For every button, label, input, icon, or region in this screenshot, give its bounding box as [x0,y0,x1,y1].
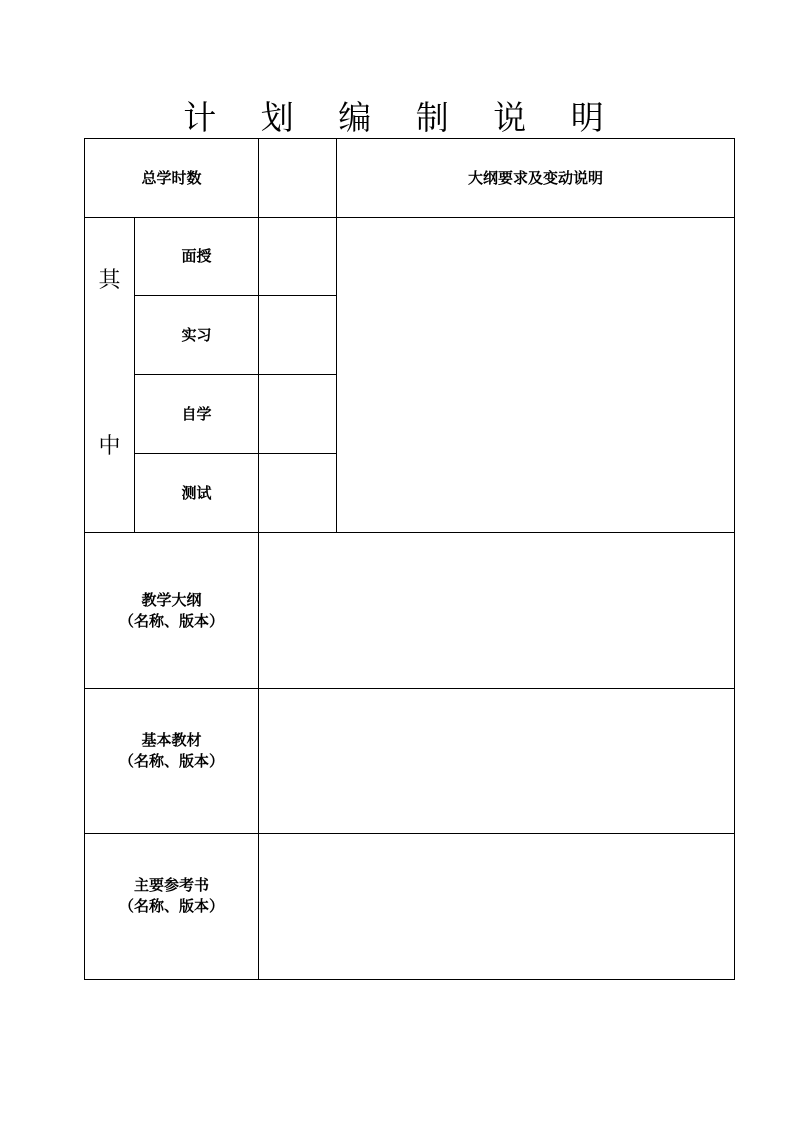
section-label: 教学大纲 [141,590,202,609]
page-title: 计 划 编 制 说 明 [183,98,621,137]
breakdown-item-label: 自学 [135,375,259,454]
section-label-cell [85,533,259,689]
section-label: 基本教材 [141,731,202,749]
section-row [85,689,735,834]
outline-requirements-content-cell[interactable] [337,218,735,533]
breakdown-item-label: 测试 [135,454,259,533]
breakdown-group-label [85,218,135,533]
breakdown-item-value-cell[interactable] [259,375,337,454]
total-hours-label: 总学时数 [85,139,259,218]
section-content-cell[interactable] [259,689,735,834]
section-label: 主要参考书 [134,876,210,894]
breakdown-item-value-cell[interactable] [259,454,337,533]
plan-table [84,138,735,980]
breakdown-group-label-bottom: 中 [98,434,121,459]
breakdown-item-value-cell[interactable] [259,218,337,296]
total-hours-value-cell[interactable] [259,139,337,218]
breakdown-group-label-top: 其 [98,268,121,293]
outline-requirements-label: 大纲要求及变动说明 [337,139,735,218]
breakdown-row [85,218,735,296]
section-row [85,834,735,980]
header-row [85,139,735,218]
section-row [85,533,735,689]
section-content-cell[interactable] [259,834,735,980]
section-sublabel: （名称、版本） [119,611,225,630]
section-sublabel: （名称、版本） [119,897,225,915]
breakdown-item-label: 面授 [135,218,259,296]
section-label-cell [85,834,259,980]
section-sublabel: （名称、版本） [119,752,225,770]
section-content-cell[interactable] [259,533,735,689]
section-label-cell [85,689,259,834]
breakdown-item-label: 实习 [135,296,259,375]
breakdown-item-value-cell[interactable] [259,296,337,375]
